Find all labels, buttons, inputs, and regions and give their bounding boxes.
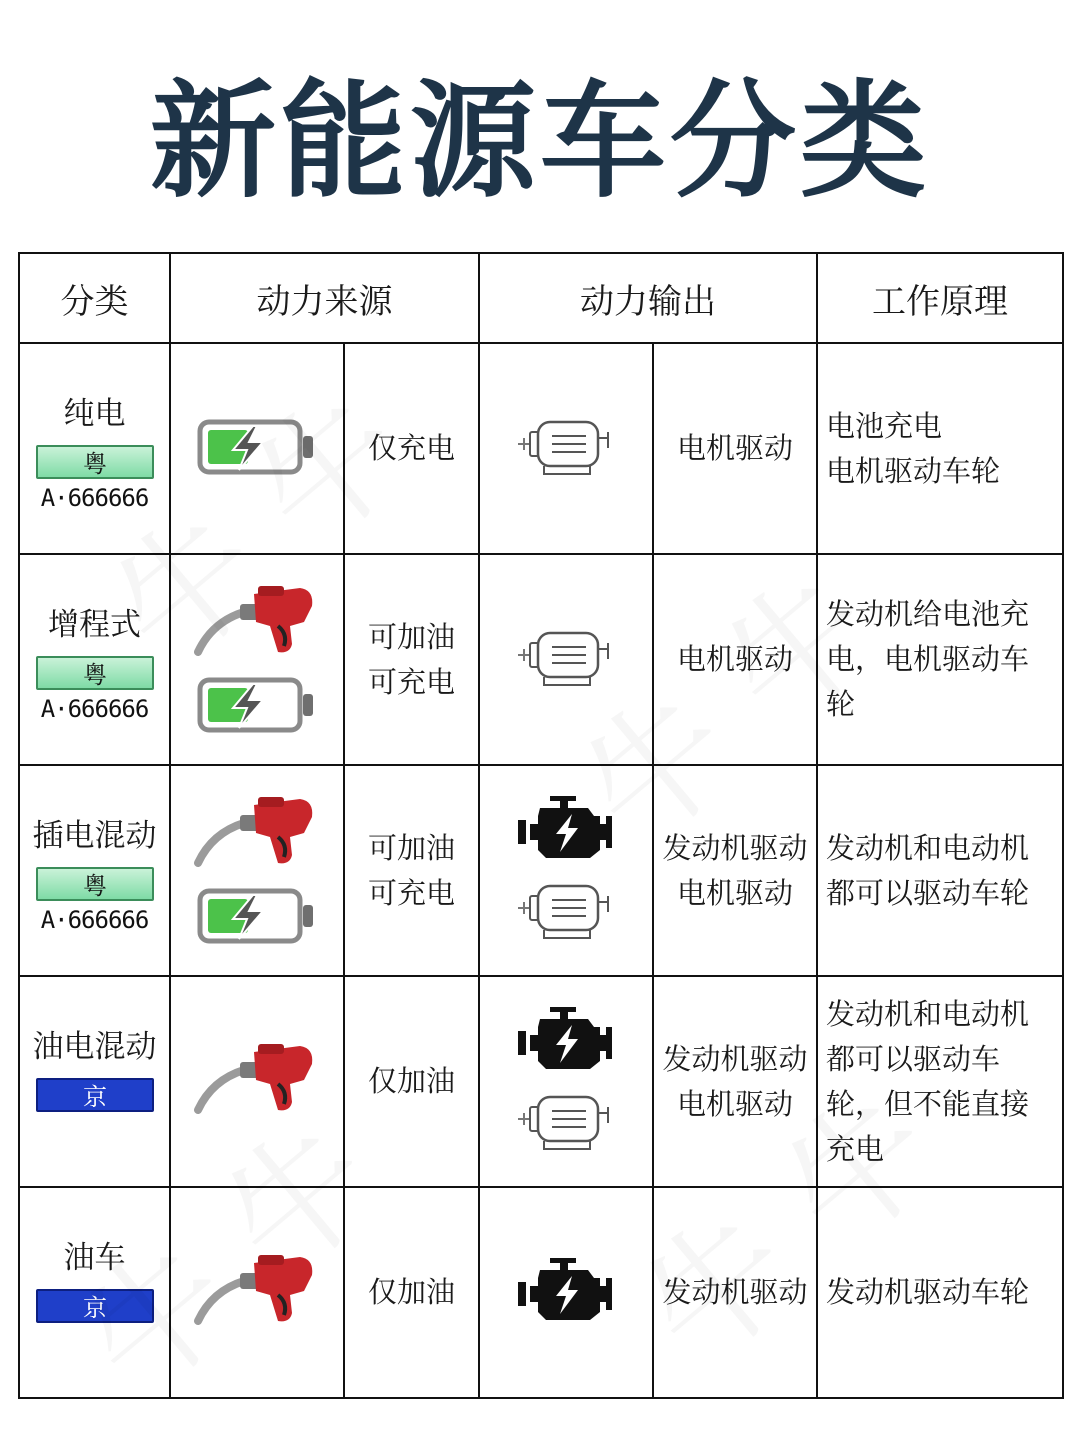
power-output-line: 电机驱动 xyxy=(676,431,793,465)
battery-icon xyxy=(197,887,317,949)
power-source-line: 可充电 xyxy=(367,875,455,910)
header-principle: 工作原理 xyxy=(817,253,1063,343)
power-source-line: 可加油 xyxy=(367,830,455,865)
electric-motor-icon xyxy=(516,878,616,948)
engine-icon xyxy=(516,794,616,868)
battery-icon xyxy=(197,418,317,480)
power-source-icons xyxy=(170,554,344,765)
table-row xyxy=(19,554,1063,765)
power-output-icons xyxy=(479,976,653,1187)
principle-line: 发动机和电动机 xyxy=(826,996,1030,1031)
header-row xyxy=(19,253,1063,343)
principle-line: 发动机给电池充 xyxy=(826,597,1030,631)
power-source-icons xyxy=(170,343,344,554)
license-plate: 京A·NB666 xyxy=(36,1289,154,1323)
principle-line: 发动机和电动机 xyxy=(826,830,1030,865)
category-name: 油车 xyxy=(63,1239,126,1276)
electric-motor-icon xyxy=(516,625,616,695)
category-cell xyxy=(19,554,170,765)
power-output-line: 电机驱动 xyxy=(676,642,793,676)
power-output-icons xyxy=(479,1187,653,1398)
power-source-icons xyxy=(170,765,344,976)
principle-line: 轮 xyxy=(826,687,856,721)
power-source-line: 仅加油 xyxy=(367,1275,455,1309)
category-name: 油电混动 xyxy=(32,1028,157,1065)
principle-line: 电机驱动车轮 xyxy=(826,453,1001,488)
category-name: 插电混动 xyxy=(32,817,157,854)
power-output-icons xyxy=(479,343,653,554)
principle-line: 发动机驱动车轮 xyxy=(826,1275,1030,1309)
power-output-line: 发动机驱动 xyxy=(662,1275,808,1309)
power-source-text xyxy=(344,1187,479,1398)
category-cell xyxy=(19,765,170,976)
principle-cell xyxy=(817,554,1063,765)
power-output-text xyxy=(653,976,817,1187)
category-name: 增程式 xyxy=(48,606,141,643)
fuel-nozzle-icon xyxy=(192,793,322,877)
power-source-text xyxy=(344,554,479,765)
power-source-line: 可充电 xyxy=(367,664,455,699)
power-source-icons xyxy=(170,976,344,1187)
table-row xyxy=(19,343,1063,554)
header-power-source: 动力来源 xyxy=(170,253,479,343)
engine-icon xyxy=(516,1005,616,1079)
category-cell xyxy=(19,343,170,554)
classification-table xyxy=(18,252,1064,1399)
table-row xyxy=(19,765,1063,976)
power-source-icons xyxy=(170,1187,344,1398)
power-output-line: 发动机驱动 xyxy=(662,1041,808,1076)
fuel-nozzle-icon xyxy=(192,1251,322,1335)
principle-line: 电，电机驱动车 xyxy=(826,642,1030,676)
header-power-output: 动力输出 xyxy=(479,253,817,343)
license-plate: 京A·NB666 xyxy=(36,1078,154,1112)
page-title: 新能源车分类 xyxy=(150,68,930,215)
power-output-text xyxy=(653,765,817,976)
electric-motor-icon xyxy=(516,1089,616,1159)
power-source-line: 可加油 xyxy=(367,619,455,654)
category-cell xyxy=(19,976,170,1187)
power-output-line: 电机驱动 xyxy=(676,875,793,910)
license-plate: 粤A·666666 xyxy=(36,867,154,901)
principle-line: 都可以驱动车轮 xyxy=(826,875,1030,910)
power-output-text xyxy=(653,343,817,554)
license-plate: 粤A·666666 xyxy=(36,656,154,690)
battery-icon xyxy=(197,676,317,738)
principle-cell xyxy=(817,765,1063,976)
principle-cell xyxy=(817,1187,1063,1398)
category-name: 纯电 xyxy=(63,395,126,432)
power-output-text xyxy=(653,1187,817,1398)
power-source-text xyxy=(344,976,479,1187)
category-cell xyxy=(19,1187,170,1398)
power-output-text xyxy=(653,554,817,765)
power-output-icons xyxy=(479,765,653,976)
table-row xyxy=(19,976,1063,1187)
fuel-nozzle-icon xyxy=(192,1040,322,1124)
principle-line: 电池充电 xyxy=(826,408,943,443)
principle-line: 充电 xyxy=(826,1131,885,1166)
power-source-line: 仅充电 xyxy=(367,431,455,465)
power-source-text xyxy=(344,765,479,976)
electric-motor-icon xyxy=(516,414,616,484)
engine-icon xyxy=(516,1256,616,1330)
principle-line: 轮，但不能直接 xyxy=(826,1086,1030,1121)
power-output-line: 发动机驱动 xyxy=(662,830,808,865)
power-source-text xyxy=(344,343,479,554)
principle-line: 都可以驱动车 xyxy=(826,1041,1001,1076)
power-output-icons xyxy=(479,554,653,765)
license-plate: 粤A·666666 xyxy=(36,445,154,479)
power-output-line: 电机驱动 xyxy=(676,1086,793,1121)
principle-cell xyxy=(817,976,1063,1187)
principle-cell xyxy=(817,343,1063,554)
power-source-line: 仅加油 xyxy=(367,1064,455,1098)
fuel-nozzle-icon xyxy=(192,582,322,666)
header-category: 分类 xyxy=(19,253,170,343)
table-row xyxy=(19,1187,1063,1398)
